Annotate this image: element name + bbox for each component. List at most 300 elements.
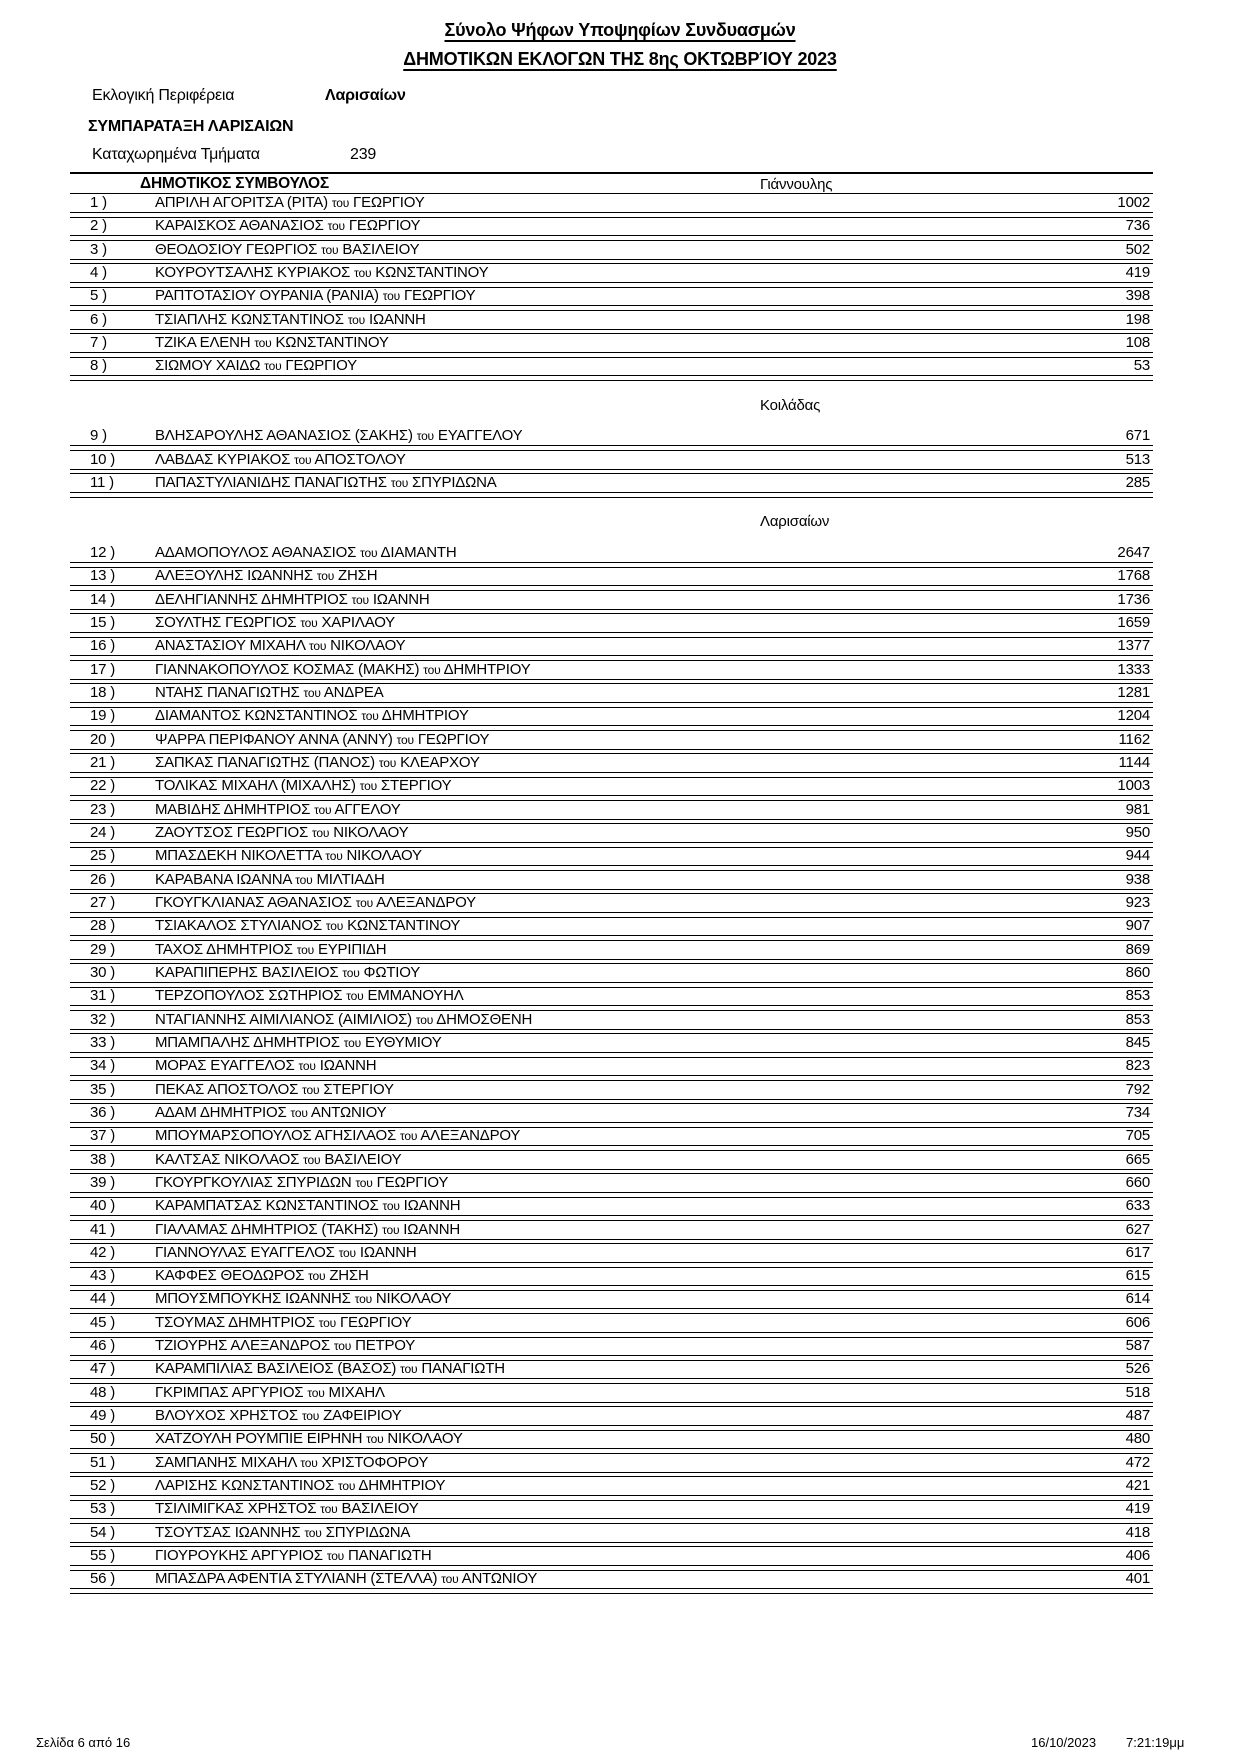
table-row bbox=[70, 731, 1153, 754]
patronymic-prefix: του bbox=[326, 1549, 345, 1564]
row-number: 15 ) bbox=[90, 613, 116, 631]
vote-count: 665 bbox=[1125, 1150, 1150, 1168]
patronymic-prefix: του bbox=[400, 1129, 418, 1144]
row-number: 25 ) bbox=[90, 847, 116, 865]
table-row bbox=[70, 964, 1153, 987]
candidate-name: ΑΝΑΣΤΑΣΙΟΥ ΜΙΧΑΗΛ του ΝΙΚΟΛΑΟΥ bbox=[155, 637, 406, 655]
vote-count: 944 bbox=[1125, 847, 1150, 865]
table-row bbox=[70, 591, 1153, 614]
patronymic-prefix: του bbox=[295, 872, 313, 887]
candidate-name: ΤΖΙΟΥΡΗΣ ΑΛΕΞΑΝΔΡΟΣ του ΠΕΤΡΟΥ bbox=[155, 1337, 416, 1355]
table-row-cells bbox=[70, 661, 1153, 680]
district-label: Κοιλάδας bbox=[760, 396, 821, 414]
table-row-cells bbox=[70, 1034, 1153, 1053]
table-row-cells bbox=[70, 1430, 1153, 1449]
table-row bbox=[70, 1314, 1153, 1337]
table-row bbox=[70, 1570, 1153, 1593]
table-row bbox=[70, 427, 1153, 450]
table-row bbox=[70, 684, 1153, 707]
vote-count: 587 bbox=[1125, 1337, 1150, 1355]
candidate-name: ΘΕΟΔΟΣΙΟΥ ΓΕΩΡΓΙΟΣ του ΒΑΣΙΛΕΙΟΥ bbox=[155, 240, 420, 258]
results-table bbox=[70, 172, 1153, 1594]
row-number: 50 ) bbox=[90, 1430, 116, 1448]
vote-count: 950 bbox=[1125, 823, 1150, 841]
row-number: 47 ) bbox=[90, 1360, 116, 1378]
page-subtitle-text: ΔΗΜΟΤΙΚΩΝ ΕΚΛΟΓΩΝ ΤΗΣ 8ης ΟΚΤΩΒΡΊΟΥ 2023 bbox=[403, 49, 837, 69]
candidate-name: ΤΣΙΛΙΜΙΓΚΑΣ ΧΡΗΣΤΟΣ του ΒΑΣΙΛΕΙΟΥ bbox=[155, 1500, 419, 1518]
table-row-cells bbox=[70, 754, 1153, 773]
table-row bbox=[70, 1547, 1153, 1570]
vote-count: 418 bbox=[1125, 1523, 1150, 1541]
table-row bbox=[70, 1384, 1153, 1407]
table-row-cells bbox=[70, 871, 1153, 890]
vote-count: 853 bbox=[1125, 987, 1150, 1005]
footer-date: 16/10/2023 bbox=[1031, 1735, 1097, 1750]
patronymic-prefix: του bbox=[400, 1362, 418, 1377]
candidate-name: ΔΕΛΗΓΙΑΝΝΗΣ ΔΗΜΗΤΡΙΟΣ του ΙΩΑΝΝΗ bbox=[155, 590, 430, 608]
row-number: 3 ) bbox=[90, 240, 107, 258]
table-row-cells bbox=[70, 264, 1153, 283]
table-row-cells bbox=[70, 1570, 1153, 1589]
patronymic-prefix: του bbox=[423, 662, 441, 677]
row-number: 55 ) bbox=[90, 1547, 116, 1565]
table-row-cells bbox=[70, 194, 1153, 213]
vote-count: 526 bbox=[1125, 1360, 1150, 1378]
candidate-name: ΓΙΑΝΝΑΚΟΠΟΥΛΟΣ ΚΟΣΜΑΣ (ΜΑΚΗΣ) του ΔΗΜΗΤΡΙΟΥ bbox=[155, 660, 531, 678]
table-row-cells bbox=[70, 427, 1153, 446]
candidate-name: ΓΚΟΥΡΓΚΟΥΛΙΑΣ ΣΠΥΡΙΔΩΝ του ΓΕΩΡΓΙΟΥ bbox=[155, 1173, 449, 1191]
registered-sections-row bbox=[92, 146, 377, 164]
row-number: 44 ) bbox=[90, 1290, 116, 1308]
patronymic-prefix: του bbox=[346, 989, 364, 1004]
row-number: 20 ) bbox=[90, 730, 116, 748]
candidate-name: ΛΑΡΙΣΗΣ ΚΩΝΣΤΑΝΤΙΝΟΣ του ΔΗΜΗΤΡΙΟΥ bbox=[155, 1477, 446, 1495]
table-row-cells bbox=[70, 1547, 1153, 1566]
table-row bbox=[70, 1104, 1153, 1127]
table-row bbox=[70, 474, 1153, 497]
row-number: 39 ) bbox=[90, 1173, 116, 1191]
page-title bbox=[0, 20, 1240, 41]
footer-time: 7:21:19μμ bbox=[1126, 1735, 1185, 1750]
table-row-cells bbox=[70, 1011, 1153, 1030]
table-row-cells bbox=[70, 1174, 1153, 1193]
table-row-cells bbox=[70, 707, 1153, 726]
row-number: 41 ) bbox=[90, 1220, 116, 1238]
patronymic-prefix: του bbox=[366, 1432, 384, 1447]
table-row-cells bbox=[70, 1384, 1153, 1403]
candidate-name: ΑΠΡΙΛΗ ΑΓΟΡΙΤΣΑ (ΡΙΤΑ) του ΓΕΩΡΓΙΟΥ bbox=[155, 194, 425, 211]
vote-count: 2647 bbox=[1117, 543, 1150, 561]
vote-count: 923 bbox=[1125, 893, 1150, 911]
table-row-cells bbox=[70, 987, 1153, 1006]
candidate-name: ΑΔΑΜ ΔΗΜΗΤΡΙΟΣ του ΑΝΤΩΝΙΟΥ bbox=[155, 1103, 387, 1121]
patronymic-prefix: του bbox=[318, 1315, 336, 1330]
patronymic-prefix: του bbox=[294, 452, 312, 467]
candidate-name: ΚΑΡΑΙΣΚΟΣ ΑΘΑΝΑΣΙΟΣ του ΓΕΩΡΓΙΟΥ bbox=[155, 217, 421, 235]
table-row bbox=[70, 1057, 1153, 1080]
patronymic-prefix: του bbox=[333, 1339, 352, 1354]
candidate-name: ΜΑΒΙΔΗΣ ΔΗΜΗΤΡΙΟΣ του ΑΓΓΕΛΟΥ bbox=[155, 800, 401, 818]
table-row-cells bbox=[70, 637, 1153, 656]
row-number: 16 ) bbox=[90, 637, 116, 655]
vote-count: 823 bbox=[1125, 1057, 1150, 1075]
candidate-name: ΤΖΙΚΑ ΕΛΕΝΗ του ΚΩΝΣΤΑΝΤΙΝΟΥ bbox=[155, 333, 389, 351]
candidate-name: ΚΟΥΡΟΥΤΣΑΛΗΣ ΚΥΡΙΑΚΟΣ του ΚΩΝΣΤΑΝΤΙΝΟΥ bbox=[155, 263, 489, 281]
table-row-cells bbox=[70, 1360, 1153, 1379]
vote-count: 671 bbox=[1125, 427, 1150, 445]
row-number: 38 ) bbox=[90, 1150, 116, 1168]
patronymic-prefix: του bbox=[354, 265, 372, 280]
patronymic-prefix: του bbox=[325, 919, 344, 934]
patronymic-prefix: του bbox=[354, 1292, 372, 1307]
patronymic-prefix: του bbox=[416, 429, 434, 444]
patronymic-prefix: του bbox=[308, 639, 327, 654]
vote-count: 606 bbox=[1125, 1313, 1150, 1331]
patronymic-prefix: του bbox=[396, 732, 414, 747]
patronymic-prefix: του bbox=[382, 1199, 400, 1214]
row-number: 40 ) bbox=[90, 1197, 116, 1215]
table-row-cells bbox=[70, 1267, 1153, 1286]
row-number: 2 ) bbox=[90, 217, 107, 235]
vote-count: 860 bbox=[1125, 963, 1150, 981]
patronymic-prefix: του bbox=[298, 1059, 316, 1074]
row-number: 22 ) bbox=[90, 777, 116, 795]
candidate-name: ΓΚΟΥΓΚΛΙΑΝΑΣ ΑΘΑΝΑΣΙΟΣ του ΑΛΕΞΑΝΔΡΟΥ bbox=[155, 893, 476, 911]
candidate-name: ΠΕΚΑΣ ΑΠΟΣΤΟΛΟΣ του ΣΤΕΡΓΙΟΥ bbox=[155, 1080, 394, 1098]
table-row-cells bbox=[70, 357, 1153, 376]
candidate-name: ΣΑΠΚΑΣ ΠΑΝΑΓΙΩΤΗΣ (ΠΑΝΟΣ) του ΚΛΕΑΡΧΟΥ bbox=[155, 753, 480, 771]
table-row bbox=[70, 1290, 1153, 1313]
vote-count: 518 bbox=[1125, 1383, 1150, 1401]
table-row bbox=[70, 1267, 1153, 1290]
row-number: 46 ) bbox=[90, 1337, 116, 1355]
table-row bbox=[70, 1500, 1153, 1523]
combination-name: ΣΥΜΠΑΡΑΤΑΞΗ ΛΑΡΙΣΑΙΩΝ bbox=[88, 118, 294, 135]
row-number: 10 ) bbox=[90, 450, 116, 468]
page-subtitle bbox=[0, 49, 1240, 70]
patronymic-prefix: του bbox=[312, 825, 330, 840]
table-row bbox=[70, 1174, 1153, 1197]
candidate-name: ΝΤΑΗΣ ΠΑΝΑΓΙΩΤΗΣ του ΑΝΔΡΕΑ bbox=[155, 683, 384, 701]
vote-count: 853 bbox=[1125, 1010, 1150, 1028]
candidate-name: ΤΕΡΖΟΠΟΥΛΟΣ ΣΩΤΗΡΙΟΣ του ΕΜΜΑΝΟΥΗΛ bbox=[155, 987, 464, 1005]
patronymic-prefix: του bbox=[302, 1082, 320, 1097]
row-number: 48 ) bbox=[90, 1383, 116, 1401]
table-row bbox=[70, 871, 1153, 894]
patronymic-prefix: του bbox=[415, 1012, 434, 1027]
electoral-region-value: Λαρισαίων bbox=[325, 87, 406, 104]
vote-count: 53 bbox=[1133, 357, 1150, 375]
vote-count: 1736 bbox=[1117, 590, 1150, 608]
vote-count: 869 bbox=[1125, 940, 1150, 958]
table-row-cells bbox=[70, 777, 1153, 796]
table-row-cells bbox=[70, 1454, 1153, 1473]
district-label: Γιάννουλης bbox=[760, 176, 833, 193]
table-row-cells bbox=[70, 311, 1153, 330]
table-row-cells bbox=[70, 684, 1153, 703]
patronymic-prefix: του bbox=[296, 942, 314, 957]
patronymic-prefix: του bbox=[338, 1245, 356, 1260]
vote-count: 419 bbox=[1125, 263, 1150, 281]
table-row bbox=[70, 614, 1153, 637]
vote-count: 617 bbox=[1125, 1243, 1150, 1261]
table-row bbox=[70, 1081, 1153, 1104]
vote-count: 487 bbox=[1125, 1407, 1150, 1425]
table-row-cells bbox=[70, 894, 1153, 913]
patronymic-prefix: του bbox=[316, 569, 335, 584]
patronymic-prefix: του bbox=[300, 1455, 318, 1470]
patronymic-prefix: του bbox=[390, 475, 409, 490]
row-number: 24 ) bbox=[90, 823, 116, 841]
table-row bbox=[70, 754, 1153, 777]
candidate-name: ΑΔΑΜΟΠΟΥΛΟΣ ΑΘΑΝΑΣΙΟΣ του ΔΙΑΜΑΝΤΗ bbox=[155, 543, 457, 561]
table-row-cells bbox=[70, 1081, 1153, 1100]
row-number: 31 ) bbox=[90, 987, 116, 1005]
row-number: 52 ) bbox=[90, 1477, 116, 1495]
patronymic-prefix: του bbox=[441, 1572, 459, 1587]
table-row-cells bbox=[70, 1151, 1153, 1170]
vote-count: 513 bbox=[1125, 450, 1150, 468]
table-row-cells bbox=[70, 241, 1153, 260]
row-number: 33 ) bbox=[90, 1033, 116, 1051]
patronymic-prefix: του bbox=[301, 1409, 320, 1424]
candidate-name: ΑΛΕΞΟΥΛΗΣ ΙΩΑΝΝΗΣ του ΖΗΣΗ bbox=[155, 567, 378, 585]
vote-count: 401 bbox=[1125, 1570, 1150, 1588]
candidate-name: ΤΣΟΥΤΣΑΣ ΙΩΑΝΝΗΣ του ΣΠΥΡΙΔΩΝΑ bbox=[155, 1523, 411, 1541]
row-number: 35 ) bbox=[90, 1080, 116, 1098]
candidate-name: ΣΟΥΛΤΗΣ ΓΕΩΡΓΙΟΣ του ΧΑΡΙΛΑΟΥ bbox=[155, 613, 395, 631]
patronymic-prefix: του bbox=[378, 755, 397, 770]
patronymic-prefix: του bbox=[338, 1479, 356, 1494]
table-row-cells bbox=[70, 451, 1153, 470]
table-row bbox=[70, 941, 1153, 964]
candidate-name: ΜΠΑΜΠΑΛΗΣ ΔΗΜΗΤΡΙΟΣ του ΕΥΘΥΜΙΟΥ bbox=[155, 1033, 442, 1051]
row-number: 1 ) bbox=[90, 194, 107, 211]
candidate-name: ΤΟΛΙΚΑΣ ΜΙΧΑΗΛ (ΜΙΧΑΛΗΣ) του ΣΤΕΡΓΙΟΥ bbox=[155, 777, 452, 795]
row-number: 34 ) bbox=[90, 1057, 116, 1075]
patronymic-prefix: του bbox=[355, 1175, 373, 1190]
vote-count: 1281 bbox=[1117, 683, 1150, 701]
vote-count: 1204 bbox=[1117, 707, 1150, 725]
table-row-cells bbox=[70, 1477, 1153, 1496]
vote-count: 285 bbox=[1125, 473, 1150, 491]
vote-count: 845 bbox=[1125, 1033, 1150, 1051]
candidate-name: ΚΑΡΑΜΠΙΛΙΑΣ ΒΑΣΙΛΕΙΟΣ (ΒΑΣΟΣ) του ΠΑΝΑΓΙΩΤΗ bbox=[155, 1360, 505, 1378]
candidate-name: ΛΑΒΔΑΣ ΚΥΡΙΑΚΟΣ του ΑΠΟΣΤΟΛΟΥ bbox=[155, 450, 406, 468]
candidate-name: ΒΛΗΣΑΡΟΥΛΗΣ ΑΘΑΝΑΣΙΟΣ (ΣΑΚΗΣ) του ΕΥΑΓΓΕΛΟΥ bbox=[155, 427, 523, 445]
table-row-cells bbox=[70, 1407, 1153, 1426]
row-number: 27 ) bbox=[90, 893, 116, 911]
row-number: 13 ) bbox=[90, 567, 116, 585]
vote-count: 1003 bbox=[1117, 777, 1150, 795]
candidate-name: ΡΑΠΤΟΤΑΣΙΟΥ ΟΥΡΑΝΙΑ (ΡΑΝΙΑ) του ΓΕΩΡΓΙΟΥ bbox=[155, 287, 476, 305]
table-row bbox=[70, 707, 1153, 730]
candidate-name: ΣΙΩΜΟΥ ΧΑΙΔΩ του ΓΕΩΡΓΙΟΥ bbox=[155, 357, 357, 375]
table-row bbox=[70, 777, 1153, 800]
table-row bbox=[70, 1360, 1153, 1383]
table-row-cells bbox=[70, 1127, 1153, 1146]
vote-count: 792 bbox=[1125, 1080, 1150, 1098]
table-row bbox=[70, 567, 1153, 590]
patronymic-prefix: του bbox=[327, 219, 345, 234]
row-number: 28 ) bbox=[90, 917, 116, 935]
registered-sections-label: Καταχωρημένα Τμήματα bbox=[92, 146, 260, 163]
patronymic-prefix: του bbox=[321, 242, 339, 257]
candidate-name: ΜΠΑΣΔΡΑ ΑΦΕΝΤΙΑ ΣΤΥΛΙΑΝΗ (ΣΤΕΛΛΑ) του ΑΝΤΩΝΙΟΥ bbox=[155, 1570, 538, 1588]
candidate-name: ΝΤΑΓΙΑΝΝΗΣ ΑΙΜΙΛΙΑΝΟΣ (ΑΙΜΙΛΙΟΣ) του ΔΗΜΟΣΘΕΝΗ bbox=[155, 1010, 533, 1028]
table-row bbox=[70, 1524, 1153, 1547]
vote-count: 1377 bbox=[1117, 637, 1150, 655]
table-row-cells bbox=[70, 1197, 1153, 1216]
electoral-region-row bbox=[92, 87, 406, 105]
patronymic-prefix: του bbox=[314, 802, 332, 817]
table-row bbox=[70, 824, 1153, 847]
candidate-name: ΚΑΡΑΠΙΠΕΡΗΣ ΒΑΣΙΛΕΙΟΣ του ΦΩΤΙΟΥ bbox=[155, 963, 421, 981]
candidate-name: ΔΙΑΜΑΝΤΟΣ ΚΩΝΣΤΑΝΤΙΝΟΣ του ΔΗΜΗΤΡΙΟΥ bbox=[155, 707, 469, 725]
table-row-cells bbox=[70, 1290, 1153, 1309]
row-number: 9 ) bbox=[90, 427, 107, 445]
vote-count: 907 bbox=[1125, 917, 1150, 935]
vote-count: 981 bbox=[1125, 800, 1150, 818]
row-number: 43 ) bbox=[90, 1267, 116, 1285]
row-number: 5 ) bbox=[90, 287, 107, 305]
patronymic-prefix: του bbox=[342, 965, 360, 980]
candidate-name: ΓΙΟΥΡΟΥΚΗΣ ΑΡΓΥΡΙΟΣ του ΠΑΝΑΓΙΩΤΗ bbox=[155, 1547, 432, 1565]
table-row-cells bbox=[70, 614, 1153, 633]
row-number: 53 ) bbox=[90, 1500, 116, 1518]
candidate-name: ΨΑΡΡΑ ΠΕΡΙΦΑΝΟΥ ΑΝΝΑ (ΑΝΝΥ) του ΓΕΩΡΓΙΟΥ bbox=[155, 730, 490, 748]
vote-count: 734 bbox=[1125, 1103, 1150, 1121]
patronymic-prefix: του bbox=[361, 709, 379, 724]
table-row-cells bbox=[70, 1057, 1153, 1076]
table-row bbox=[70, 847, 1153, 870]
table-row-cells bbox=[70, 1337, 1153, 1356]
table-row bbox=[70, 1407, 1153, 1430]
patronymic-prefix: του bbox=[290, 1105, 308, 1120]
patronymic-prefix: του bbox=[343, 1035, 361, 1050]
table-row bbox=[70, 1151, 1153, 1174]
row-number: 7 ) bbox=[90, 333, 107, 351]
row-number: 51 ) bbox=[90, 1453, 116, 1471]
row-number: 11 ) bbox=[90, 473, 114, 491]
table-row bbox=[70, 801, 1153, 824]
candidate-name: ΜΠΟΥΜΑΡΣΟΠΟΥΛΟΣ ΑΓΗΣΙΛΑΟΣ του ΑΛΕΞΑΝΔΡΟΥ bbox=[155, 1127, 521, 1145]
candidate-name: ΚΑΛΤΣΑΣ ΝΙΚΟΛΑΟΣ του ΒΑΣΙΛΕΙΟΥ bbox=[155, 1150, 402, 1168]
row-number: 36 ) bbox=[90, 1103, 116, 1121]
vote-count: 633 bbox=[1125, 1197, 1150, 1215]
table-row bbox=[70, 637, 1153, 660]
district-section-break bbox=[70, 381, 1153, 428]
candidate-name: ΓΙΑΛΑΜΑΣ ΔΗΜΗΤΡΙΟΣ (ΤΑΚΗΣ) του ΙΩΑΝΝΗ bbox=[155, 1220, 460, 1238]
vote-count: 1144 bbox=[1118, 753, 1150, 771]
candidate-name: ΤΣΙΑΚΑΛΟΣ ΣΤΥΛΙΑΝΟΣ του ΚΩΝΣΤΑΝΤΙΝΟΥ bbox=[155, 917, 461, 935]
vote-count: 421 bbox=[1125, 1477, 1150, 1495]
vote-count: 736 bbox=[1125, 217, 1150, 235]
table-row bbox=[70, 194, 1153, 217]
table-row-cells bbox=[70, 1500, 1153, 1519]
row-number: 49 ) bbox=[90, 1407, 116, 1425]
table-row-cells bbox=[70, 847, 1153, 866]
vote-count: 406 bbox=[1125, 1547, 1150, 1565]
row-number: 17 ) bbox=[90, 660, 116, 678]
vote-count: 614 bbox=[1125, 1290, 1150, 1308]
table-row-cells bbox=[70, 591, 1153, 610]
vote-count: 627 bbox=[1125, 1220, 1150, 1238]
row-number: 29 ) bbox=[90, 940, 116, 958]
patronymic-prefix: του bbox=[347, 312, 366, 327]
patronymic-prefix: του bbox=[325, 849, 343, 864]
patronymic-prefix: του bbox=[308, 1269, 326, 1284]
vote-count: 480 bbox=[1125, 1430, 1150, 1448]
vote-count: 938 bbox=[1125, 870, 1150, 888]
patronymic-prefix: του bbox=[359, 779, 377, 794]
vote-count: 198 bbox=[1125, 310, 1150, 328]
patronymic-prefix: του bbox=[331, 196, 350, 210]
candidate-name: ΚΑΡΑΒΑΝΑ ΙΩΑΝΝΑ του ΜΙΛΤΙΑΔΗ bbox=[155, 870, 385, 888]
row-number: 32 ) bbox=[90, 1010, 116, 1028]
patronymic-prefix: του bbox=[254, 335, 272, 350]
electoral-region-label: Εκλογική Περιφέρεια bbox=[92, 87, 235, 104]
vote-count: 1659 bbox=[1117, 613, 1150, 631]
row-number: 45 ) bbox=[90, 1313, 116, 1331]
patronymic-prefix: του bbox=[303, 1152, 321, 1167]
row-number: 30 ) bbox=[90, 963, 116, 981]
row-number: 8 ) bbox=[90, 357, 107, 375]
vote-count: 472 bbox=[1125, 1453, 1150, 1471]
patronymic-prefix: του bbox=[264, 359, 282, 374]
column-header-role: ΔΗΜΟΤΙΚΟΣ ΣΥΜΒΟΥΛΟΣ bbox=[140, 175, 330, 192]
candidate-name: ΖΑΟΥΤΣΟΣ ΓΕΩΡΓΙΟΣ του ΝΙΚΟΛΑΟΥ bbox=[155, 823, 409, 841]
row-number: 6 ) bbox=[90, 310, 107, 328]
candidate-name: ΚΑΡΑΜΠΑΤΣΑΣ ΚΩΝΣΤΑΝΤΙΝΟΣ του ΙΩΑΝΝΗ bbox=[155, 1197, 461, 1215]
row-number: 23 ) bbox=[90, 800, 116, 818]
table-row bbox=[70, 287, 1153, 310]
row-number: 14 ) bbox=[90, 590, 116, 608]
row-number: 26 ) bbox=[90, 870, 116, 888]
patronymic-prefix: του bbox=[360, 545, 378, 560]
table-row-cells bbox=[70, 964, 1153, 983]
table-row bbox=[70, 1197, 1153, 1220]
table-row bbox=[70, 451, 1153, 474]
patronymic-prefix: του bbox=[382, 1222, 400, 1237]
row-number: 56 ) bbox=[90, 1570, 116, 1588]
candidate-name: ΜΠΟΥΣΜΠΟΥΚΗΣ ΙΩΑΝΝΗΣ του ΝΙΚΟΛΑΟΥ bbox=[155, 1290, 452, 1308]
candidate-name: ΤΑΧΟΣ ΔΗΜΗΤΡΙΟΣ του ΕΥΡΙΠΙΔΗ bbox=[155, 940, 387, 958]
table-row-cells bbox=[70, 544, 1153, 563]
registered-sections-value: 239 bbox=[350, 146, 377, 163]
row-number: 37 ) bbox=[90, 1127, 116, 1145]
page-title-text: Σύνολο Ψήφων Υποψηφίων Συνδυασμών bbox=[444, 20, 796, 40]
table-row bbox=[70, 1034, 1153, 1057]
patronymic-prefix: του bbox=[300, 615, 318, 630]
candidate-name: ΧΑΤΖΟΥΛΗ ΡΟΥΜΠΙΕ ΕΙΡΗΝΗ του ΝΙΚΟΛΑΟΥ bbox=[155, 1430, 463, 1448]
table-row-cells bbox=[70, 217, 1153, 236]
table-row bbox=[70, 917, 1153, 940]
district-section-break bbox=[70, 497, 1153, 544]
vote-count: 660 bbox=[1125, 1173, 1150, 1191]
vote-count: 398 bbox=[1125, 287, 1150, 305]
table-row-cells bbox=[70, 567, 1153, 586]
patronymic-prefix: του bbox=[320, 1502, 338, 1517]
row-number: 12 ) bbox=[90, 543, 116, 561]
candidate-name: ΜΟΡΑΣ ΕΥΑΓΓΕΛΟΣ του ΙΩΑΝΝΗ bbox=[155, 1057, 377, 1075]
table-row-cells bbox=[70, 287, 1153, 306]
vote-count: 419 bbox=[1125, 1500, 1150, 1518]
candidate-name: ΣΑΜΠΑΝΗΣ ΜΙΧΑΗΛ του ΧΡΙΣΤΟΦΟΡΟΥ bbox=[155, 1453, 429, 1471]
patronymic-prefix: του bbox=[304, 1525, 322, 1540]
candidate-name: ΤΣΙΑΠΛΗΣ ΚΩΝΣΤΑΝΤΙΝΟΣ του ΙΩΑΝΝΗ bbox=[155, 310, 426, 328]
table-row bbox=[70, 544, 1153, 567]
